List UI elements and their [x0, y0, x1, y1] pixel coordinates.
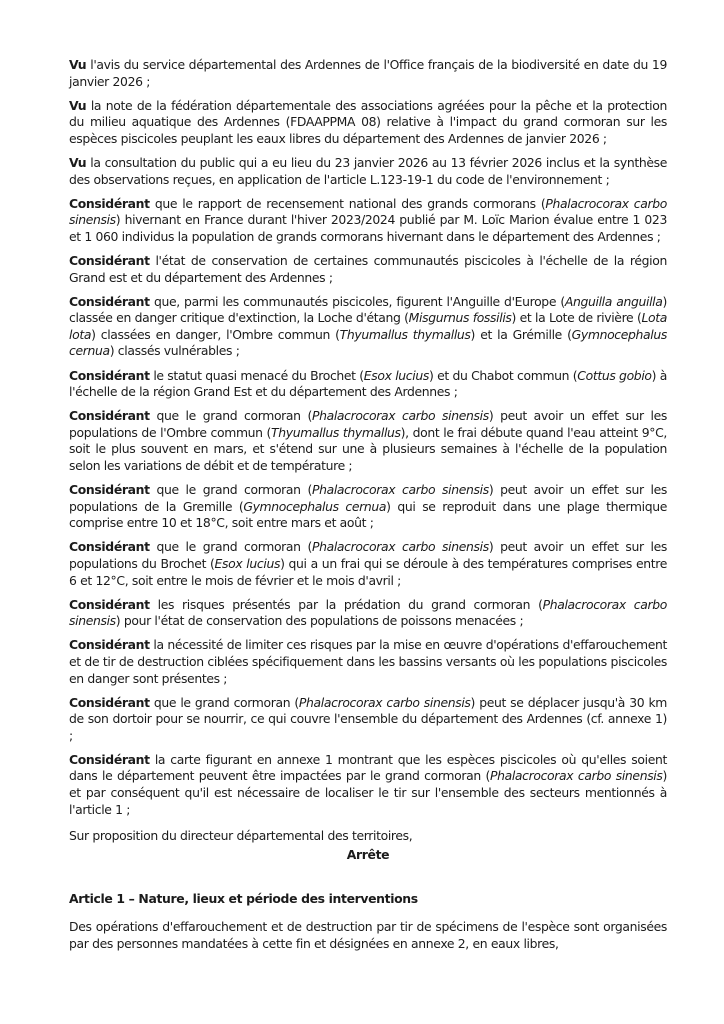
- considerant-paragraph: [69, 368, 667, 401]
- considerant-lead: Considérant: [69, 252, 150, 268]
- species-name: Anguilla anguilla: [564, 293, 663, 309]
- species-name: Phalacrocorax carbo sinensis: [311, 482, 489, 498]
- paragraph-text: les risques présentés par la prédation du grand cormoran (: [149, 596, 543, 612]
- considerant-lead: Considérant: [69, 694, 150, 710]
- considerant-lead: Considérant: [69, 482, 150, 498]
- paragraph-text: ) et la Lote de rivière (: [511, 310, 642, 326]
- paragraph-text: que le grand cormoran (: [149, 408, 312, 424]
- considerant-paragraph: [69, 637, 667, 687]
- paragraph-text: la nécessité de limiter ces risques par la mise en œuvre d'opérations d'effarouchement et de tir de destruction ciblées spécifiquement dans les bassins versants où les populations piscicoles en danger sont présentes ;: [69, 637, 667, 686]
- paragraph-text: que le grand cormoran (: [149, 539, 312, 555]
- species-name: Thyumallus thymallus: [271, 424, 401, 440]
- article-1-title: Article 1 – Nature, lieux et période des interventions: [69, 891, 418, 907]
- paragraph-text: ) et la Grémille (: [470, 326, 572, 342]
- paragraph-text: le statut quasi menacé du Brochet (: [149, 367, 364, 383]
- considerant-paragraph: [69, 752, 667, 818]
- species-name: Gymnocephalus cernua: [69, 326, 667, 359]
- species-name: Misgurnus fossilis: [408, 310, 512, 326]
- proposition-text: Sur proposition du directeur départemental des territoires,: [69, 828, 413, 844]
- considerant-lead: Considérant: [69, 596, 150, 612]
- paragraph-text: ) et du Chabot commun (: [428, 367, 578, 383]
- paragraph-text: ) à l'échelle de la région Grand Est et du département des Ardennes ;: [69, 367, 667, 400]
- paragraph-text: ) peut se déplacer jusqu'à 30 km de son dortoir pour se nourrir, ce qui couvre l'ensemble du département des Ardennes (cf. annexe 1) ;: [69, 694, 668, 743]
- paragraph-text: ) classées en danger, l'Ombre commun (: [91, 326, 340, 342]
- considerant-paragraph: [69, 482, 667, 532]
- paragraph-text: ) hivernant en France durant l'hiver 2023/2024 publié par M. Loïc Marion évalue entre 1 023 et 1 060 individus la population de grands cormorans hivernant dans le département des Ardennes ;: [69, 212, 667, 244]
- visa-paragraph: [69, 57, 667, 90]
- paragraph-text: que, parmi les communautés piscicoles, figurent l'Anguille d'Europe (: [149, 293, 565, 309]
- visa-paragraph: [69, 98, 667, 148]
- considerants-section: [69, 196, 667, 819]
- paragraph-text: l'avis du service départemental des Ardennes de l'Office français de la biodiversité en date du 19 janvier 2026 ;: [69, 57, 667, 89]
- species-name: Cottus gobio: [577, 367, 652, 383]
- considerant-paragraph: [69, 196, 667, 246]
- species-name: Phalacrocorax carbo sinensis: [69, 195, 667, 228]
- paragraph-text: ) classés vulnérables ;: [109, 343, 240, 359]
- paragraph-text: ) peut avoir un effet sur les populations du Brochet (: [69, 539, 667, 571]
- paragraph-text: que le grand cormoran (: [149, 694, 299, 710]
- species-name: Gymnocephalus cernua: [243, 498, 387, 514]
- species-name: Esox lucius: [214, 555, 281, 571]
- considerant-lead: Considérant: [69, 293, 150, 309]
- visas-section: [69, 57, 667, 188]
- paragraph-text: ) qui a un frai qui se déroule à des températures comprises entre 6 et 12°C, soit entre le mois de février et le mois d'avril ;: [69, 555, 667, 588]
- visa-paragraph: [69, 155, 667, 188]
- considerant-lead: Considérant: [69, 637, 150, 653]
- considerant-paragraph: [69, 408, 667, 474]
- species-name: Phalacrocorax carbo sinensis: [311, 408, 489, 424]
- paragraph-text: la note de la fédération départementale des associations agréées pour la pêche et la protection du milieu aquatique des Ardennes (FDAAPPMA 08) relative à l'impact du grand cormoran sur les espèces piscicoles peuplant les eaux libres du département des Ardennes de janvier 2026 ;: [69, 97, 667, 146]
- considerant-lead: Considérant: [69, 751, 150, 767]
- article-1-body: Des opérations d'effarouchement et de destruction par tir de spécimens de l'espèce sont organisées par des personnes mandatées à cette fin et désignées en annexe 2, en eaux libres,: [69, 919, 667, 951]
- considerant-lead: Considérant: [69, 195, 150, 211]
- considerant-paragraph: [69, 294, 667, 360]
- paragraph-text: ) qui se reproduit dans une plage thermique comprise entre 10 et 18°C, soit entre mars et août ;: [69, 498, 667, 531]
- paragraph-text: ) classée en danger critique d'extinction, la Loche d'étang (: [69, 293, 668, 326]
- considerant-lead: Considérant: [69, 539, 150, 555]
- visa-lead: Vu: [69, 154, 87, 170]
- species-name: Phalacrocorax carbo sinensis: [69, 596, 667, 629]
- species-name: Thyumallus thymallus: [339, 326, 471, 342]
- considerant-paragraph: [69, 539, 667, 589]
- species-name: Phalacrocorax carbo sinensis: [311, 539, 489, 555]
- document-page: [69, 57, 667, 960]
- visa-lead: Vu: [69, 57, 87, 72]
- considerant-paragraph: [69, 253, 667, 286]
- paragraph-text: l'état de conservation de certaines communautés piscicoles à l'échelle de la région Grand est et du département des Ardennes ;: [69, 252, 667, 285]
- paragraph-text: la carte figurant en annexe 1 montrant que les espèces piscicoles où qu'elles soient dans le département peuvent être impactées par le grand cormoran (: [69, 751, 667, 784]
- visa-lead: Vu: [69, 97, 87, 113]
- considerant-lead: Considérant: [69, 408, 150, 424]
- species-name: Lota lota: [69, 310, 667, 342]
- considerant-lead: Considérant: [69, 367, 150, 383]
- paragraph-text: ) peut avoir un effet sur les populations de l'Ombre commun (: [69, 408, 667, 440]
- paragraph-text: ), dont le frai débute quand l'eau atteint 9°C, soit le plus souvent en mars, et s'étend sur une à plusieurs semaines à l'échelle de la population selon les variations de débit et de température ;: [69, 424, 667, 473]
- species-name: Esox lucius: [363, 367, 429, 383]
- paragraph-text: que le rapport de recensement national des grands cormorans (: [149, 195, 546, 211]
- arrete-heading: Arrête: [346, 846, 390, 862]
- paragraph-text: ) et par conséquent qu'il est nécessaire de localiser le tir sur l'ensemble des secteurs mentionnés à l'article 1 ;: [69, 768, 667, 817]
- paragraph-text: ) peut avoir un effet sur les populations de la Gremille (: [69, 482, 667, 514]
- paragraph-text: que le grand cormoran (: [149, 482, 312, 498]
- considerant-paragraph: [69, 597, 667, 630]
- species-name: Phalacrocorax carbo sinensis: [489, 768, 663, 784]
- paragraph-text: la consultation du public qui a eu lieu du 23 janvier 2026 au 13 février 2026 inclus et la synthèse des observations reçues, en application de l'article L.123-19-1 du code de l'environnement ;: [69, 154, 667, 187]
- species-name: Phalacrocorax carbo sinensis: [298, 694, 471, 710]
- considerant-paragraph: [69, 695, 667, 745]
- paragraph-text: ) pour l'état de conservation des populations de poissons menacées ;: [115, 613, 524, 629]
